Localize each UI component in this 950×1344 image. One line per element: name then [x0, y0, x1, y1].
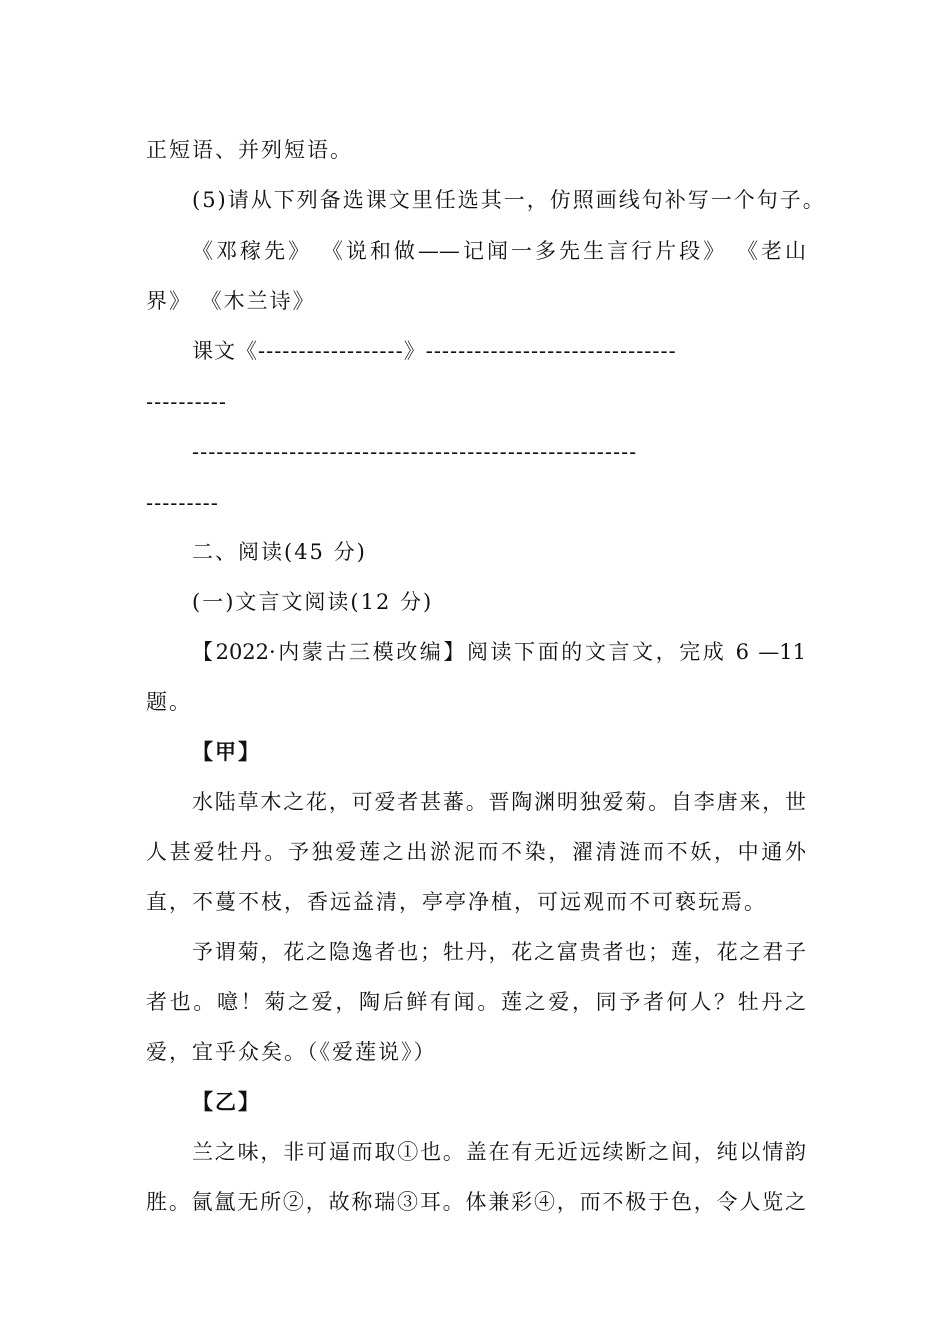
- passage-a-line-5: 者也。噫！菊之爱，陶后鲜有闻。莲之爱，同予者何人？牡丹之: [146, 990, 806, 1014]
- passage-a-label: 【甲】: [192, 739, 261, 764]
- answer-blank-line-2: ----------: [146, 390, 227, 414]
- text-line-1: 正短语、并列短语。: [146, 138, 353, 162]
- passage-b-label: 【乙】: [192, 1089, 261, 1114]
- subsection-heading-classical: (一)文言文阅读(12 分): [192, 590, 434, 614]
- question-5-prompt: (5)请从下列备选课文里任选其一，仿照画线句补写一个句子。: [192, 188, 826, 212]
- passage-b-line-1: 兰之味，非可逼而取①也。盖在有无近远续断之间，纯以情韵: [192, 1140, 806, 1164]
- passage-a-line-2: 人甚爱牡丹。予独爱莲之出淤泥而不染，濯清涟而不妖，中通外: [146, 840, 806, 864]
- section-heading-reading: 二、阅读(45 分): [192, 540, 367, 564]
- candidate-texts-line-2: 界》 《木兰诗》: [146, 289, 316, 313]
- passage-a-line-4: 予谓菊，花之隐逸者也；牡丹，花之富贵者也；莲，花之君子: [192, 940, 806, 964]
- passage-a-line-6: 爱，宜乎众矣。（《爱莲说》）: [146, 1040, 437, 1064]
- reading-instruction-line-1: 【2022·内蒙古三模改编】阅读下面的文言文，完成 6 —11: [192, 640, 806, 664]
- passage-a-line-3: 直，不蔓不枝，香远益清，亭亭净植，可远观而不可亵玩焉。: [146, 890, 767, 914]
- answer-blank-line-3: -------------------------------------------------------: [192, 440, 638, 464]
- answer-blank-line-4: ---------: [146, 491, 219, 515]
- passage-b-line-2: 胜。氤氲无所②，故称瑞③耳。体兼彩④，而不极于色，令人览之: [146, 1190, 806, 1214]
- answer-blank-line-1: 课文《------------------》-------------------------------: [192, 339, 677, 363]
- candidate-texts-line-1: 《邓稼先》 《说和做——记闻一多先生言行片段》 《老山: [192, 239, 806, 263]
- passage-a-line-1: 水陆草木之花，可爱者甚蕃。晋陶渊明独爱菊。自李唐来，世: [192, 790, 806, 814]
- reading-instruction-line-2: 题。: [146, 690, 192, 714]
